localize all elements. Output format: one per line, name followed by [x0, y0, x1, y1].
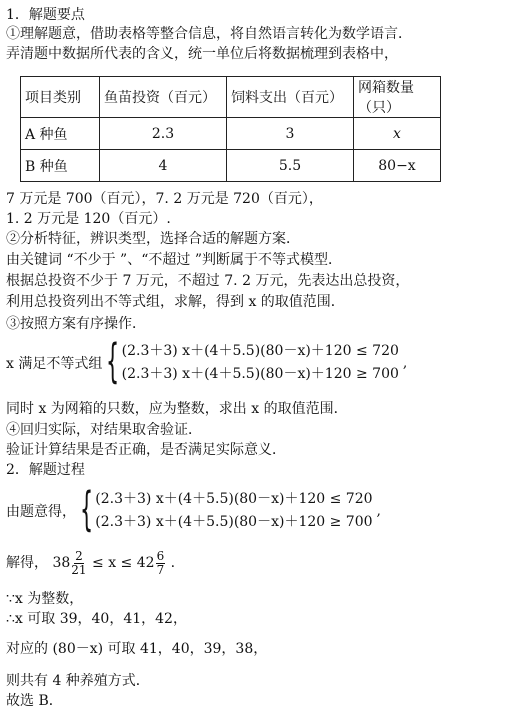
table-cell: 3: [227, 118, 354, 150]
solve-prefix: 解得，: [6, 555, 48, 571]
step4-line-b: 验证计算结果是否正确，是否满足实际意义．: [6, 442, 286, 458]
solve-mid: ≤ x ≤: [92, 555, 137, 571]
inequality-system-2: [6, 482, 381, 536]
inequality-system-1: [6, 334, 408, 388]
data-table: [20, 76, 441, 182]
inequality-line: (2.3＋3) x＋(4＋5.5)(80－x)＋120 ≥ 700: [121, 366, 399, 382]
inequality-group: [95, 489, 372, 533]
system-label: x 满足不等式组: [6, 356, 103, 372]
solution-line: [6, 548, 175, 578]
whole-part: 42: [136, 555, 155, 571]
step3-line-a: ③按照方案有序操作．: [6, 316, 146, 332]
because-line: ∵x 为整数，: [6, 591, 84, 607]
table-cell: 80−x: [354, 150, 441, 182]
inequality-line: (2.3＋3) x＋(4＋5.5)(80－x)＋120 ≤ 720: [95, 491, 373, 507]
table-cell: x: [354, 118, 441, 150]
left-brace: {: [106, 334, 120, 388]
step2-line-d: 利用总投资列出不等式组，求解，得到 x 的取值范围．: [6, 294, 345, 310]
denominator: 21: [71, 562, 87, 577]
inequality-line: (2.3＋3) x＋(4＋5.5)(80－x)＋120 ≥ 700: [95, 514, 373, 530]
step1-line-b: 弄清题中数据所代表的含义，统一单位后将数据梳理到表格中，: [6, 46, 398, 62]
count-line: 则共有 4 种养殖方式．: [6, 673, 150, 689]
left-brace: {: [80, 482, 94, 536]
table-header: 鱼苗投资（百元）: [100, 77, 227, 118]
table-header: 项目类别: [21, 77, 100, 118]
table-row: [21, 150, 441, 182]
corresponding-line: 对应的 (80－x) 可取 41，40，39，38，: [6, 641, 268, 657]
system-label: 由题意得，: [6, 504, 76, 520]
mixed-number-upper: [136, 548, 171, 577]
section1-title: 1．解题要点: [6, 7, 85, 23]
table-header: 饲料支出（百元）: [227, 77, 354, 118]
mixed-number-lower: [52, 548, 92, 577]
fraction: [156, 550, 166, 577]
table-header: 网箱数量（只）: [354, 77, 441, 118]
whole-part: 38: [52, 555, 71, 571]
step2-line-b: 由关键词 “不少于 ”、“不超过 ”判断属于不等式模型．: [6, 252, 342, 268]
denominator: 7: [156, 562, 165, 577]
step4-line-a: ④回归实际，对结果取舍验证．: [6, 422, 202, 438]
inequality-group: [122, 341, 399, 385]
table-cell: 2.3: [100, 118, 227, 150]
unit-line-b: 1. 2 万元是 120（百元）.: [6, 211, 171, 227]
system-comma: ,: [402, 355, 408, 371]
section2-title: 2．解题过程: [6, 462, 85, 478]
step2-line-a: ②分析特征，辨识类型，选择合适的解题方案．: [6, 231, 300, 247]
system-comma: ,: [376, 503, 381, 519]
therefore-line: ∴x 可取 39，40，41，42，: [6, 611, 187, 627]
table-cell: 5.5: [227, 150, 354, 182]
table-row: [21, 118, 441, 150]
table-cell: 4: [100, 150, 227, 182]
numerator: 6: [156, 548, 165, 563]
solve-period: .: [170, 555, 176, 571]
step2-line-c: 根据总投资不少于 7 万元，不超过 7. 2 万元，先表达出总投资，: [6, 273, 410, 289]
answer-line: 故选 B．: [6, 693, 63, 709]
table-cell: B 种鱼: [21, 150, 100, 182]
numerator: 2: [75, 548, 83, 563]
table-header-row: [21, 77, 441, 118]
unit-line-a: 7 万元是 700（百元），7. 2 万元是 720（百元），: [6, 191, 323, 207]
table-cell: A 种鱼: [21, 118, 100, 150]
inequality-line: (2.3＋3) x＋(4＋5.5)(80－x)＋120 ≤ 720: [121, 343, 399, 359]
step3-line-b: 同时 x 为网箱的只数，应为整数，求出 x 的取值范围．: [6, 401, 348, 417]
fraction: [71, 550, 86, 577]
step1-line-a: ①理解题意，借助表格等整合信息，将自然语言转化为数学语言．: [6, 26, 412, 42]
